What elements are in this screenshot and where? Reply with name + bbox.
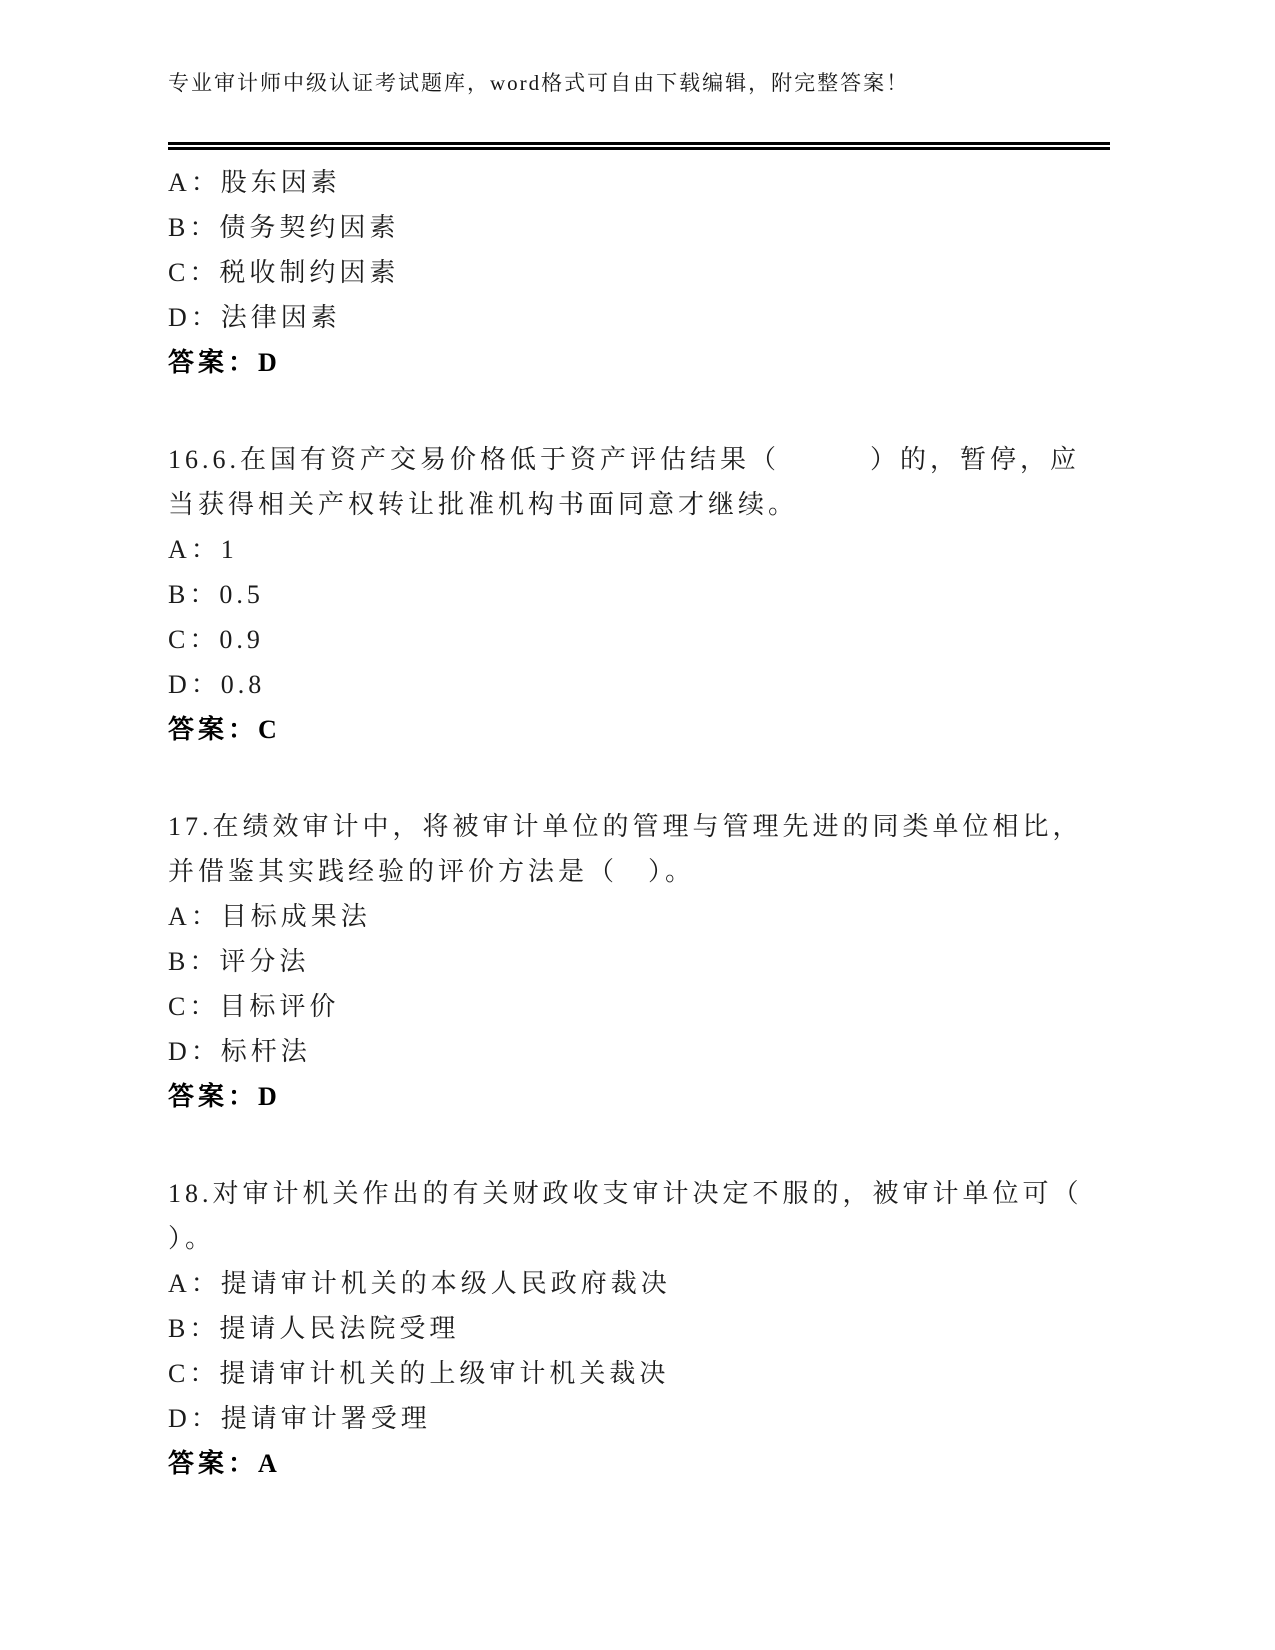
option-line-c: C：提请审计机关的上级审计机关裁决 bbox=[168, 1359, 670, 1388]
question-line: 16.6.在国有资产交易价格低于资产评估结果（ ）的，暂停，应 bbox=[168, 445, 1081, 474]
option-line-c: C：税收制约因素 bbox=[168, 258, 400, 287]
option-line-d: D：提请审计署受理 bbox=[168, 1404, 431, 1433]
question-line: 18.对审计机关作出的有关财政收支审计决定不服的，被审计单位可（ bbox=[168, 1179, 1083, 1208]
option-line-b: B：0.5 bbox=[168, 580, 264, 609]
question-block-17 bbox=[168, 804, 1110, 1119]
option-line-d: D：法律因素 bbox=[168, 303, 341, 332]
question-line: 17.在绩效审计中，将被审计单位的管理与管理先进的同类单位相比， bbox=[168, 812, 1083, 841]
option-line-a: A：目标成果法 bbox=[168, 902, 371, 931]
answer-line: 答案：C bbox=[168, 715, 281, 744]
answer-line: 答案：A bbox=[168, 1449, 281, 1478]
option-line-b: B：评分法 bbox=[168, 947, 310, 976]
question-block-18 bbox=[168, 1171, 1110, 1486]
answer-line: 答案：D bbox=[168, 348, 281, 377]
option-line-b: B：提请人民法院受理 bbox=[168, 1314, 460, 1343]
question-line: 当获得相关产权转让批准机构书面同意才继续。 bbox=[168, 490, 799, 519]
option-line-d: D：标杆法 bbox=[168, 1037, 311, 1066]
question-block-16 bbox=[168, 437, 1110, 752]
question-body bbox=[168, 160, 1110, 1486]
question-line: 并借鉴其实践经验的评价方法是（ ）。 bbox=[168, 857, 696, 886]
question-block-15-options bbox=[168, 160, 1110, 385]
question-line: ）。 bbox=[168, 1224, 216, 1253]
header-divider-rule bbox=[168, 142, 1110, 150]
option-line-c: C：0.9 bbox=[168, 625, 264, 654]
answer-line: 答案：D bbox=[168, 1082, 281, 1111]
option-line-d: D：0.8 bbox=[168, 670, 266, 699]
header-title: 专业审计师中级认证考试题库，word格式可自由下载编辑，附完整答案！ bbox=[168, 71, 910, 95]
option-line-a: A：提请审计机关的本级人民政府裁决 bbox=[168, 1269, 671, 1298]
page-header bbox=[168, 68, 1110, 150]
option-line-a: A：1 bbox=[168, 535, 238, 564]
option-line-b: B：债务契约因素 bbox=[168, 213, 400, 242]
option-line-a: A：股东因素 bbox=[168, 168, 341, 197]
option-line-c: C：目标评价 bbox=[168, 992, 340, 1021]
